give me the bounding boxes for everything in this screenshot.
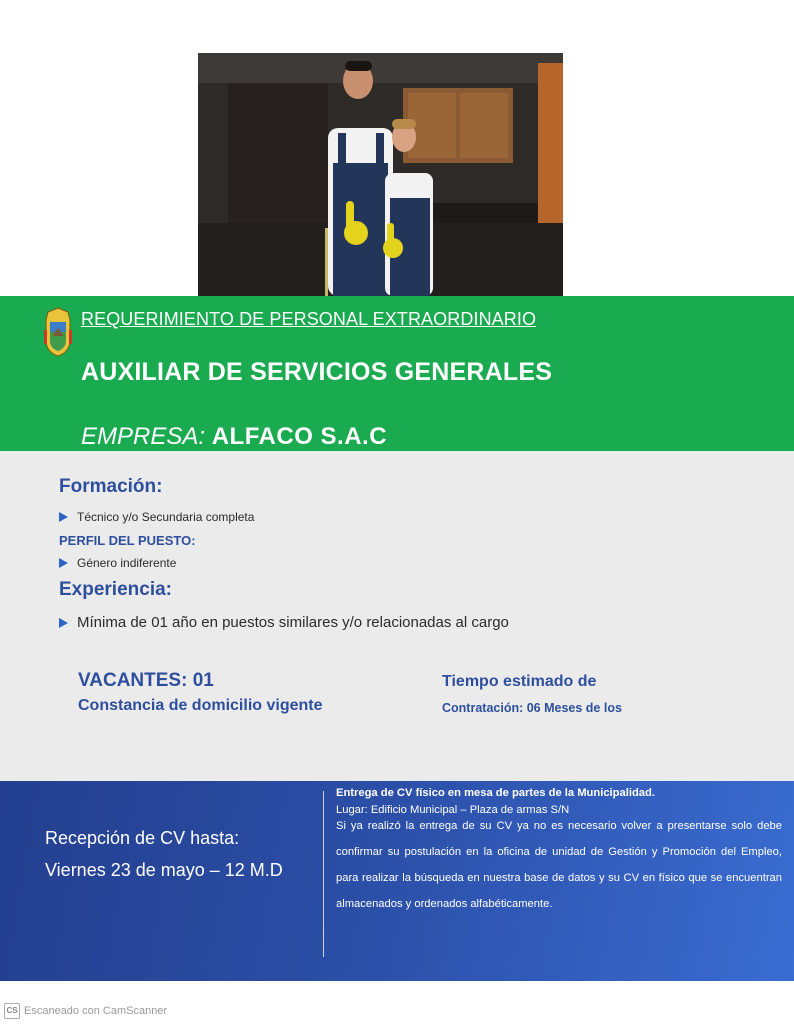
- job-details: [0, 451, 794, 781]
- formacion-heading: Formación:: [59, 476, 163, 497]
- perfil-item: [59, 556, 176, 570]
- requirement-title: REQUERIMIENTO DE PERSONAL EXTRAORDINARIO: [81, 309, 537, 329]
- municipal-crest-icon: [42, 306, 74, 358]
- camscanner-logo: CS: [4, 1003, 20, 1019]
- scanner-footer: [4, 1003, 167, 1019]
- delivery-info: [336, 787, 782, 917]
- perfil-item-text: Género indiferente: [77, 556, 177, 570]
- cleaning-staff-photo: [198, 53, 563, 296]
- tiempo-heading: Tiempo estimado de: [442, 673, 597, 690]
- reception-deadline-label: Recepción de CV hasta:: [45, 828, 240, 848]
- formacion-item-text: Técnico y/o Secundaria completa: [77, 510, 255, 524]
- company-label: EMPRESA:: [81, 423, 206, 450]
- reception-deadline-date: Viernes 23 de mayo – 12 M.D: [45, 860, 283, 880]
- delivery-note: Si ya realizó la entrega de su CV ya no es necesario volver a presentarse solo debe confirmar su postulación en la oficina de unidad de Gestión y Promoción del Empleo, para realizar la búsqueda en nuestra base de datos y su CV en físico que se encuentran almacenados y ordenados alfabéticamente.: [336, 820, 782, 910]
- delivery-location: Lugar: Edificio Municipal – Plaza de armas S/N: [336, 804, 570, 816]
- constancia: Constancia de domicilio vigente: [78, 697, 323, 714]
- bullet-arrow-icon: [59, 618, 68, 628]
- company-line: [81, 423, 387, 451]
- experiencia-heading: Experiencia:: [59, 579, 172, 600]
- delivery-title: Entrega de CV físico en mesa de partes de la Municipalidad.: [336, 787, 655, 799]
- contratacion: Contratación: 06 Meses de los: [442, 701, 622, 715]
- job-title: AUXILIAR DE SERVICIOS GENERALES: [81, 358, 553, 386]
- reception-band: [0, 781, 794, 981]
- vacantes: VACANTES: 01: [78, 670, 214, 691]
- experiencia-item: [59, 614, 509, 631]
- company-name: ALFACO S.A.C: [211, 423, 388, 450]
- header-photo: [198, 53, 563, 296]
- formacion-item: [59, 510, 254, 524]
- divider: [323, 791, 324, 957]
- perfil-heading: PERFIL DEL PUESTO:: [59, 533, 196, 548]
- bullet-arrow-icon: [59, 512, 68, 522]
- footer-text: Escaneado con CamScanner: [24, 1005, 168, 1017]
- experiencia-item-text: Mínima de 01 año en puestos similares y/o relacionadas al cargo: [77, 614, 509, 631]
- title-banner: [0, 296, 794, 451]
- bullet-arrow-icon: [59, 558, 68, 568]
